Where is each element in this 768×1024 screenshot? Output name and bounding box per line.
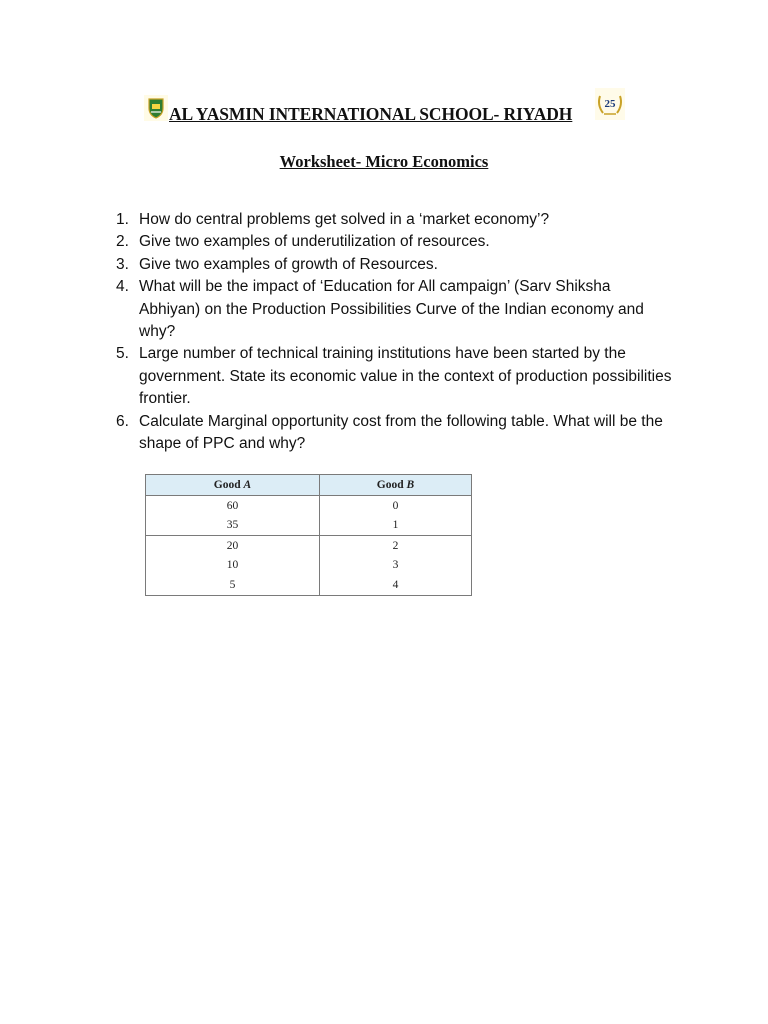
cell-good-a: 20: [146, 536, 320, 556]
column-header-good-b: Good B: [320, 475, 472, 496]
question-number: 3.: [116, 255, 129, 273]
question-text: Large number of technical training institutions have been started by the government. State its economic value in the context of production possibilities frontier.: [139, 345, 672, 408]
list-item: [114, 254, 674, 276]
question-number: 2.: [116, 233, 129, 251]
cell-good-b: 2: [320, 536, 472, 556]
school-name: AL YASMIN INTERNATIONAL SCHOOL- RIYADH: [169, 104, 573, 124]
question-text: Give two examples of growth of Resources.: [139, 255, 438, 273]
list-item: [114, 343, 674, 410]
question-text: Calculate Marginal opportunity cost from the following table. What will be the shape of PPC and why?: [139, 412, 663, 453]
question-number: 6.: [116, 412, 129, 430]
cell-good-a: 10: [146, 556, 320, 576]
table-row: [146, 496, 472, 516]
cell-good-b: 4: [320, 575, 472, 595]
page-title: Worksheet- Micro Economics: [279, 152, 489, 171]
table-row: [146, 556, 472, 576]
cell-good-b: 1: [320, 516, 472, 536]
cell-good-b: 3: [320, 556, 472, 576]
table-row: [146, 575, 472, 595]
goods-table-container: [145, 474, 472, 595]
table-header-row: [146, 475, 472, 496]
cell-good-a: 35: [146, 516, 320, 536]
question-text: Give two examples of underutilization of resources.: [139, 233, 490, 251]
question-number: 1.: [116, 211, 129, 228]
question-text: What will be the impact of ‘Education for All campaign’ (Sarv Shiksha Abhiyan) on the Production Possibilities Curve of the Indian economy and why?: [139, 278, 644, 341]
list-item: [114, 209, 674, 231]
anniversary-emblem-icon: [595, 88, 625, 120]
question-text: How do central problems get solved in a ‘market economy’?: [139, 211, 550, 228]
list-item: [114, 231, 674, 253]
goods-table: [145, 474, 472, 596]
school-crest-icon: [143, 94, 169, 122]
list-item: [114, 276, 674, 343]
anniversary-number: 25: [604, 98, 616, 110]
list-item: [114, 411, 674, 456]
cell-good-a: 60: [146, 496, 320, 516]
table-row: [146, 536, 472, 556]
question-list: [114, 209, 674, 455]
cell-good-a: 5: [146, 575, 320, 595]
question-number: 4.: [116, 278, 129, 296]
table-row: [146, 516, 472, 536]
question-number: 5.: [116, 345, 129, 363]
column-header-good-a: Good A: [146, 475, 320, 496]
cell-good-b: 0: [320, 496, 472, 516]
school-header: [0, 88, 768, 128]
